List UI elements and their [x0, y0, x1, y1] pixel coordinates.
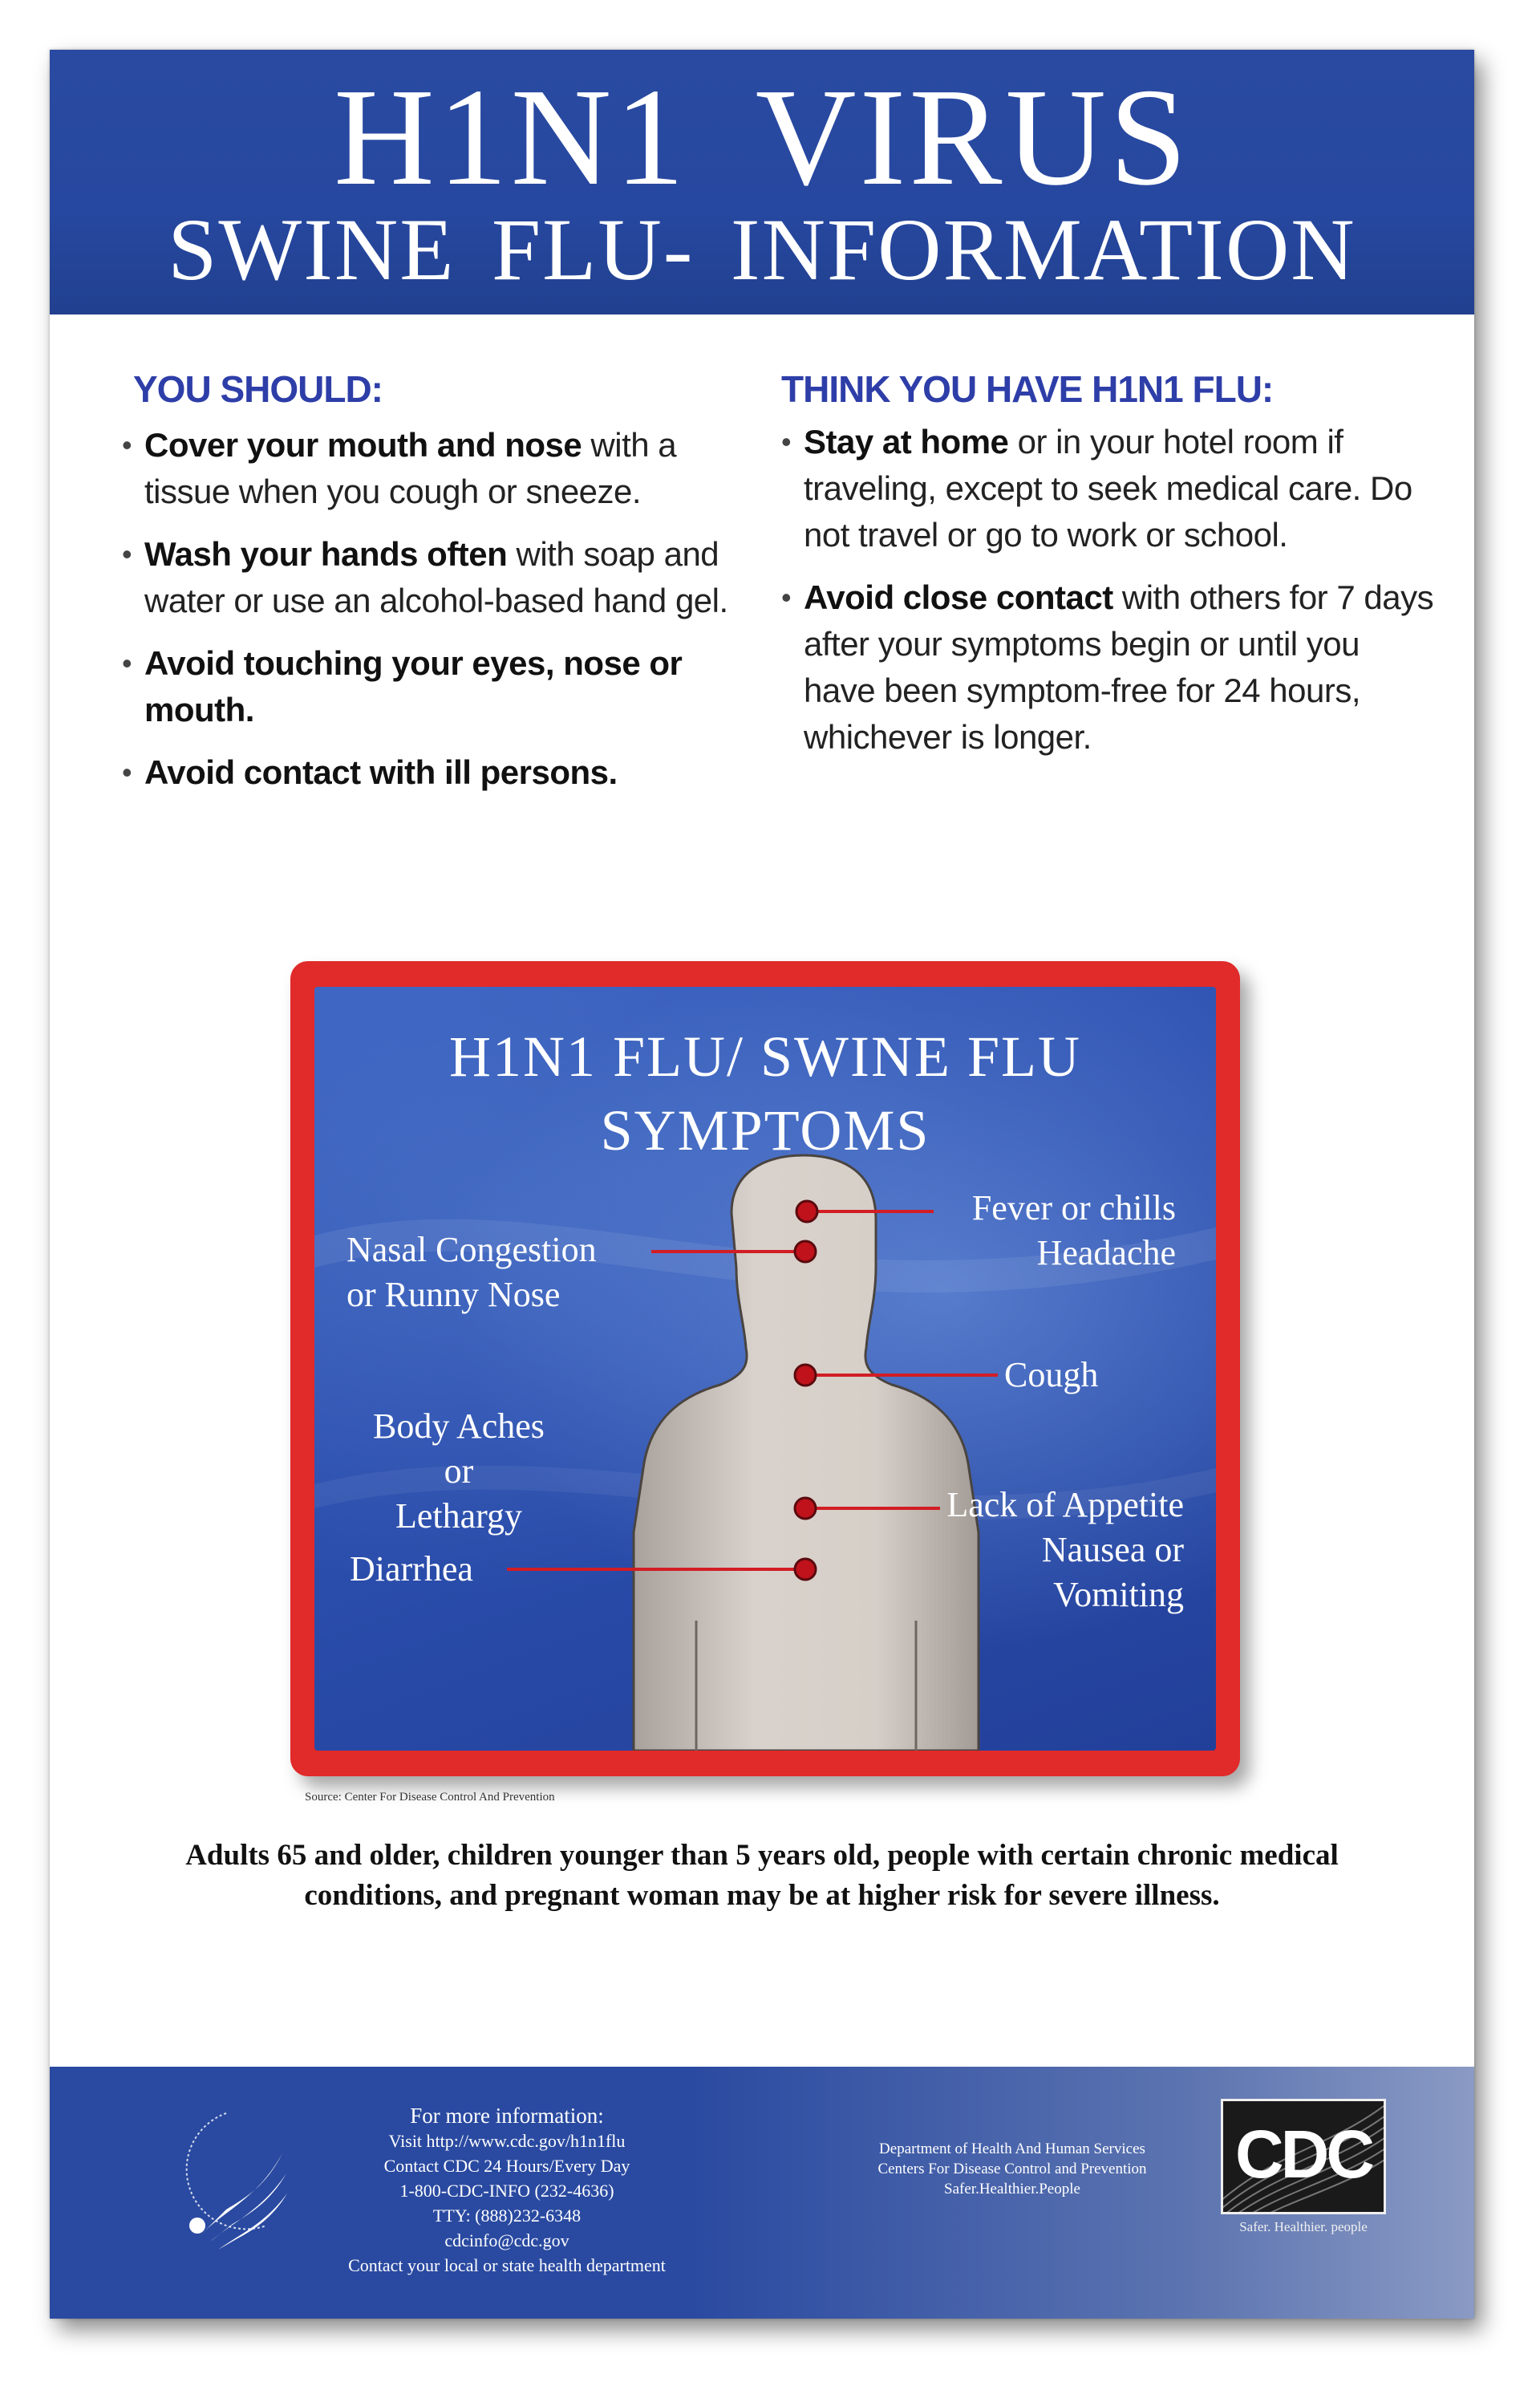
- list-item-bold: Avoid close contact: [804, 578, 1113, 616]
- info-heading: For more information:: [410, 2104, 604, 2128]
- marker-nasal: [795, 1241, 816, 1262]
- list-item-text: or in your hotel room if traveling, except to seek medical care. Do not travel or go to work or school.: [804, 423, 1412, 554]
- marker-diarrhea: [795, 1559, 816, 1580]
- list-item-text: with others for 7 days after your symptoms begin or until you have been symptom-free for 24 hours, whichever is longer.: [804, 578, 1434, 756]
- list-item: [122, 422, 732, 515]
- info-line: TTY: (888)232-6348: [432, 2205, 582, 2226]
- cdc-tagline: Safer. Healthier. people: [1239, 2219, 1368, 2234]
- cdc-logo: [1221, 2099, 1386, 2214]
- page-title: H1N1 VIRUS: [334, 59, 1190, 214]
- dept-line: Department of Health And Human Services: [879, 2141, 1145, 2157]
- list-item: [122, 749, 732, 796]
- list-item-bold: Stay at home: [804, 423, 1009, 461]
- header-banner: [50, 50, 1474, 314]
- footer-banner: [50, 2067, 1474, 2319]
- marker-appetite: [795, 1498, 816, 1519]
- flu-poster: [50, 50, 1474, 2319]
- contact-info: [298, 2104, 715, 2278]
- list-item-bold: Avoid touching your eyes, nose or mouth.: [144, 644, 683, 728]
- symptoms-panel: [314, 987, 1216, 1751]
- risk-note: Adults 65 and older, children younger than 5 years old, people with certain chronic medical conditions, and pregnant woman may be at higher risk for severe illness.: [185, 1839, 1339, 1912]
- info-line: 1-800-CDC-INFO (232-4636): [399, 2181, 614, 2201]
- info-line: cdcinfo@cdc.gov: [444, 2230, 569, 2250]
- label-nasal: Nasal Congestion or Runny Nose: [346, 1230, 597, 1314]
- list-item: [781, 419, 1439, 558]
- hhs-eagle-icon: [170, 2105, 290, 2258]
- symptoms-frame: [290, 961, 1240, 1776]
- list-item: [122, 640, 732, 733]
- marker-fever: [796, 1201, 817, 1222]
- think-you-have-heading: THINK YOU HAVE H1N1 FLU:: [781, 368, 1274, 410]
- you-should-list: [122, 422, 732, 812]
- label-cough: Cough: [1004, 1355, 1099, 1394]
- think-you-have-list: [781, 419, 1439, 777]
- list-item-bold: Avoid contact with ill persons.: [144, 753, 618, 791]
- dept-line: Safer.Healthier.People: [944, 2181, 1080, 2197]
- info-line: Visit http://www.cdc.gov/h1n1flu: [388, 2131, 626, 2151]
- dept-line: Centers For Disease Control and Prevention: [877, 2161, 1147, 2177]
- cdc-logo-text: CDC: [1235, 2116, 1372, 2192]
- list-item: [781, 574, 1439, 761]
- label-fever: Fever or chills Headache: [971, 1188, 1176, 1272]
- list-item-text: with soap and water or use an alcohol-based hand gel.: [144, 535, 728, 619]
- source-note: Source: Center For Disease Control And Prevention: [305, 1791, 555, 1804]
- info-line: Contact CDC 24 Hours/Every Day: [383, 2156, 630, 2176]
- label-appetite: Lack of Appetite Nausea or Vomiting: [946, 1485, 1184, 1614]
- list-item-text: with a tissue when you cough or sneeze.: [144, 426, 677, 510]
- symptoms-title: H1N1 FLU/ SWINE FLU: [449, 1025, 1081, 1089]
- symptoms-subtitle: SYMPTOMS: [600, 1098, 930, 1163]
- list-item: [122, 531, 732, 624]
- list-item-bold: Wash your hands often: [144, 535, 508, 573]
- info-line: Contact your local or state health department: [348, 2255, 666, 2275]
- label-body-aches: Body Aches or Lethargy: [373, 1406, 545, 1536]
- department-credit: [804, 2139, 1221, 2199]
- list-item-bold: Cover your mouth and nose: [144, 426, 582, 464]
- you-should-heading: YOU SHOULD:: [133, 368, 383, 410]
- label-diarrhea: Diarrhea: [350, 1549, 473, 1589]
- marker-cough: [795, 1365, 816, 1386]
- page-subtitle: SWINE FLU- INFORMATION: [168, 201, 1356, 298]
